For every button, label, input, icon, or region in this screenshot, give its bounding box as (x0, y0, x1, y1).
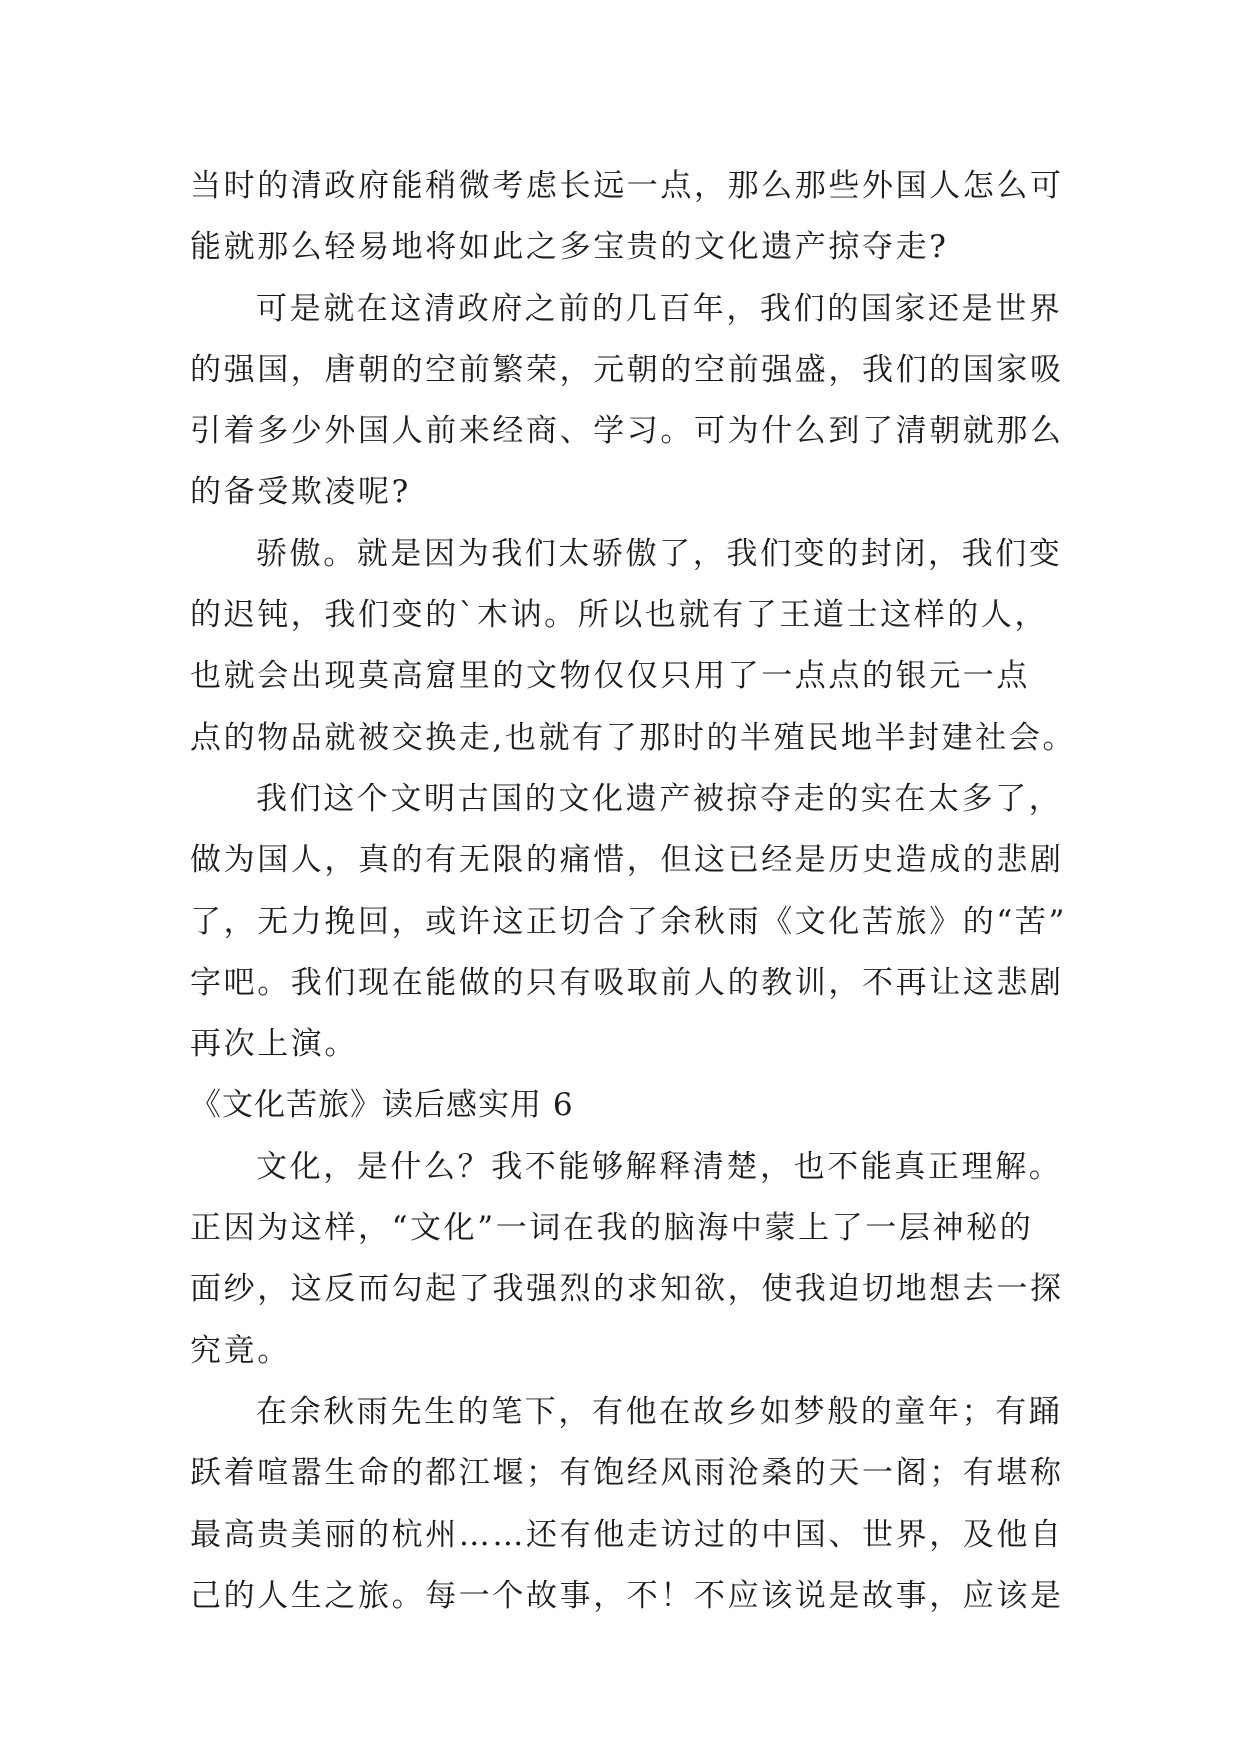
text-line: 我们这个文明古国的文化遗产被掠夺走的实在太多了， (256, 780, 1063, 817)
text-line: 己的人生之旅。每一个故事，不！不应该说是故事，应该是 (190, 1577, 1064, 1614)
text-line: 的迟钝，我们变的`木讷。所以也就有了王道士这样的人， (190, 597, 1049, 634)
text-line: 可是就在这清政府之前的几百年，我们的国家还是世界 (256, 290, 1063, 327)
text-line: 的备受欺凌呢? (190, 474, 411, 511)
text-line: 做为国人，真的有无限的痛惜，但这已经是历史造成的悲剧 (190, 842, 1064, 879)
text-line: 究竟。 (190, 1332, 291, 1369)
text-line: 字吧。我们现在能做的只有吸取前人的教训，不再让这悲剧 (190, 964, 1064, 1001)
paragraph (190, 1382, 1064, 1627)
paragraph (190, 769, 1067, 1075)
text-line: 文化，是什么？我不能够解释清楚，也不能真正理解。 (256, 1148, 1063, 1185)
heading-line: 《文化苦旅》读后感实用 6 (190, 1087, 574, 1124)
paragraph (190, 524, 1077, 769)
paragraph (190, 279, 1064, 524)
text-line: 能就那么轻易地将如此之多宝贵的文化遗产掠夺走? (190, 229, 949, 266)
text-line: 了，无力挽回，或许这正切合了余秋雨《文化苦旅》的“苦” (190, 903, 1067, 940)
paragraph (190, 156, 1064, 279)
text-line: 面纱，这反而勾起了我强烈的求知欲，使我迫切地想去一探 (190, 1271, 1064, 1308)
paragraph (190, 1137, 1064, 1382)
text-line: 再次上演。 (190, 1026, 358, 1063)
text-line: 骄傲。就是因为我们太骄傲了，我们变的封闭，我们变 (256, 535, 1063, 572)
text-line: 引着多少外国人前来经商、学习。可为什么到了清朝就那么 (190, 413, 1064, 450)
text-line: 正因为这样，“文化”一词在我的脑海中蒙上了一层神秘的 (190, 1210, 1034, 1247)
text-line: 点的物品就被交换走,也就有了那时的半殖民地半封建社会。 (190, 719, 1077, 756)
section-heading (190, 1075, 1060, 1136)
text-line: 当时的清政府能稍微考虑长远一点，那么那些外国人怎么可 (190, 168, 1064, 204)
text-line: 也就会出现莫高窟里的文物仅仅只用了一点点的银元一点 (190, 658, 1030, 695)
text-line: 在余秋雨先生的笔下，有他在故乡如梦般的童年；有踊 (256, 1393, 1063, 1430)
document-body (190, 156, 1077, 1627)
text-line: 最高贵美丽的杭州……还有他走访过的中国、世界，及他自 (190, 1516, 1064, 1553)
text-line: 的强国，唐朝的空前繁荣，元朝的空前强盛，我们的国家吸 (190, 351, 1064, 388)
text-line: 跃着喧嚣生命的都江堰；有饱经风雨沧桑的天一阁；有堪称 (190, 1455, 1064, 1492)
